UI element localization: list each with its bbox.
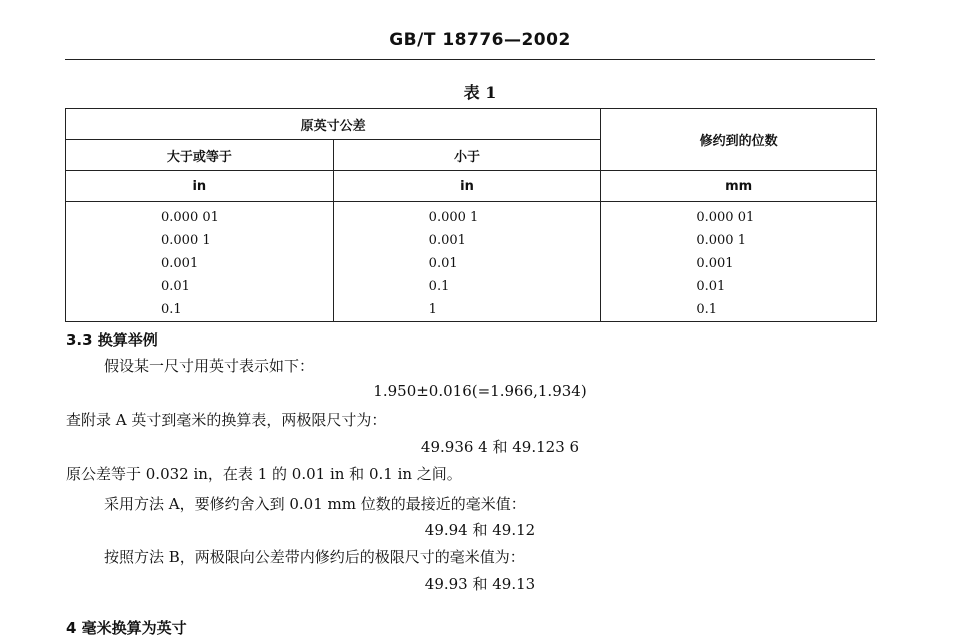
section-heading: 3.3 换算举例 bbox=[66, 331, 158, 349]
original-inch-tolerance-header: 原英寸公差 bbox=[66, 109, 601, 140]
cell-lt: 0.000 1 bbox=[333, 202, 601, 230]
formula: 49.94 和 49.12 bbox=[424, 521, 536, 539]
cell-lt: 1 bbox=[333, 298, 601, 322]
paragraph: 假设某一尺寸用英寸表示如下： bbox=[104, 357, 315, 375]
rounding-digits-header: 修约到的位数 bbox=[601, 109, 877, 171]
cell-ge: 0.01 bbox=[66, 275, 334, 298]
standard-number: GB/T 18776—2002 bbox=[389, 30, 571, 50]
cell-ge: 0.1 bbox=[66, 298, 334, 322]
table-unit-row bbox=[66, 171, 877, 202]
cell-ge: 0.000 1 bbox=[66, 229, 334, 252]
cell-round: 0.1 bbox=[601, 298, 877, 322]
table-row bbox=[66, 252, 877, 275]
tolerance-table bbox=[65, 108, 877, 322]
cell-round: 0.000 1 bbox=[601, 229, 877, 252]
unit-lt: in bbox=[333, 171, 601, 202]
table-caption: 表 1 bbox=[463, 83, 497, 102]
cell-ge: 0.001 bbox=[66, 252, 334, 275]
table-row bbox=[66, 298, 877, 322]
table-row bbox=[66, 202, 877, 230]
table-row bbox=[66, 275, 877, 298]
paragraph: 采用方法 A，要修约舍入到 0.01 mm 位数的最接近的毫米值： bbox=[104, 495, 526, 513]
formula: 49.936 4 和 49.123 6 bbox=[420, 438, 580, 456]
cell-lt: 0.01 bbox=[333, 252, 601, 275]
less-than-header: 小于 bbox=[333, 140, 601, 171]
table-row bbox=[66, 229, 877, 252]
cell-round: 0.001 bbox=[601, 252, 877, 275]
table-header-row bbox=[66, 109, 877, 140]
formula: 49.93 和 49.13 bbox=[424, 575, 536, 593]
header-divider bbox=[65, 59, 875, 60]
paragraph: 按照方法 B，两极限向公差带内修约后的极限尺寸的毫米值为： bbox=[104, 548, 525, 566]
cell-round: 0.000 01 bbox=[601, 202, 877, 230]
greater-or-equal-header: 大于或等于 bbox=[66, 140, 334, 171]
unit-ge: in bbox=[66, 171, 334, 202]
cell-lt: 0.001 bbox=[333, 229, 601, 252]
formula: 1.950±0.016(=1.966,1.934) bbox=[373, 382, 587, 400]
cell-lt: 0.1 bbox=[333, 275, 601, 298]
paragraph: 原公差等于 0.032 in，在表 1 的 0.01 in 和 0.1 in 之间。 bbox=[66, 465, 462, 483]
cell-round: 0.01 bbox=[601, 275, 877, 298]
unit-round: mm bbox=[601, 171, 877, 202]
cell-ge: 0.000 01 bbox=[66, 202, 334, 230]
next-section-heading: 4 毫米换算为英寸 bbox=[66, 619, 187, 637]
paragraph: 查附录 A 英寸到毫米的换算表，两极限尺寸为： bbox=[66, 411, 387, 429]
